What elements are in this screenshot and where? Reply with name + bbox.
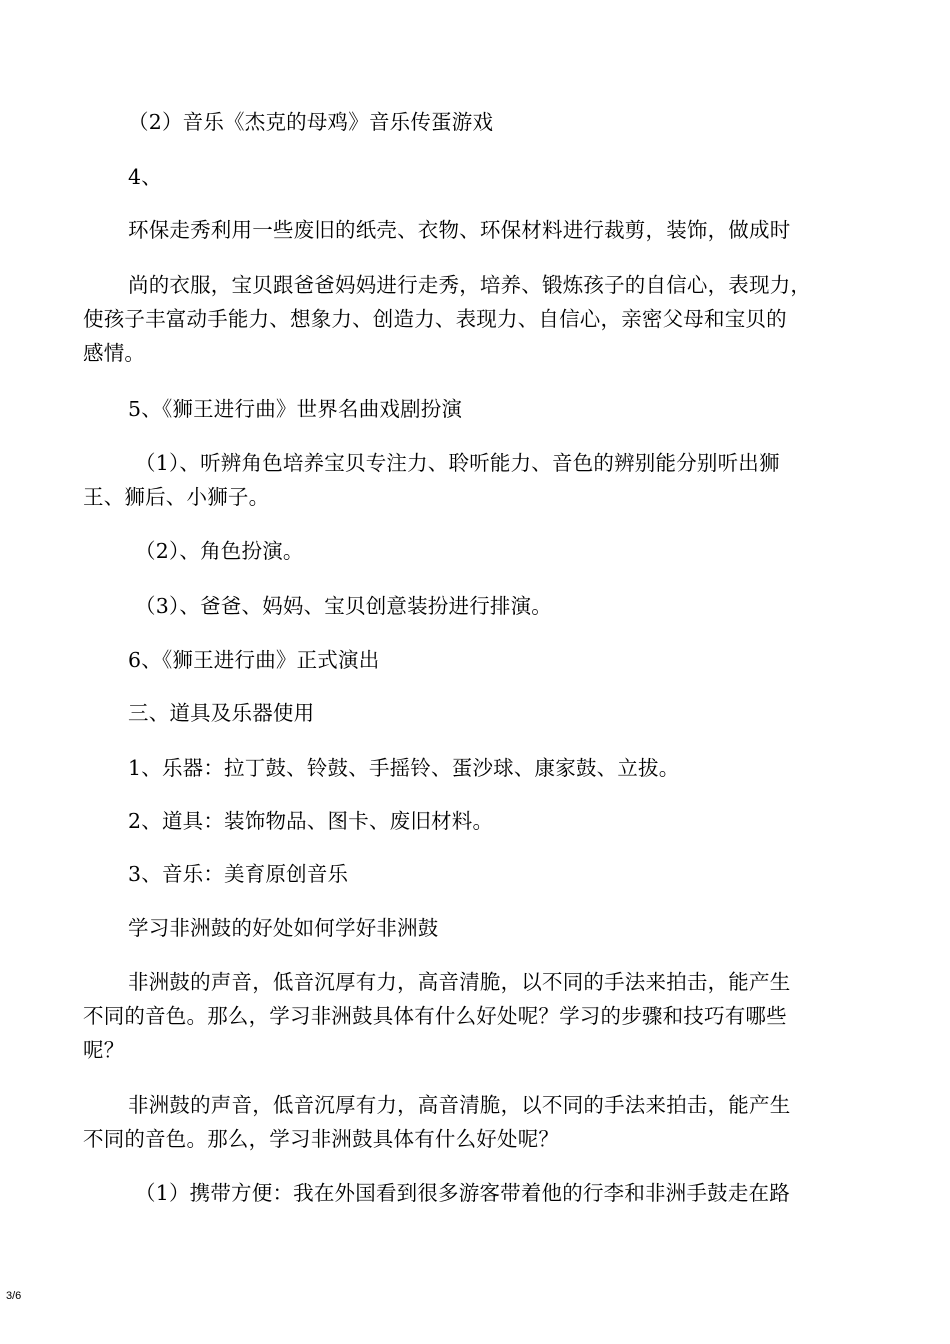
text-line: 王、狮后、小狮子。 [83, 485, 270, 509]
text-line: 不同的音色。那么，学习非洲鼓具体有什么好处呢？ [83, 1127, 560, 1151]
text-line: 3、音乐：美育原创音乐 [128, 862, 349, 886]
paragraph-drum-intro-2 [83, 1088, 855, 1156]
text-line: 学习非洲鼓的好处如何学好非洲鼓 [128, 916, 439, 940]
paragraph-item-5-sub-3 [83, 589, 855, 623]
paragraph-item-4-heading [83, 160, 855, 194]
text-line: 非洲鼓的声音，低音沉厚有力，高音清脆，以不同的手法来拍击，能产生 [128, 1093, 791, 1117]
text-line: 感情。 [83, 341, 146, 365]
article-title [83, 911, 855, 945]
text-line: 不同的音色。那么，学习非洲鼓具体有什么好处呢？学习的步骤和技巧有哪些 [83, 1004, 787, 1028]
paragraph-item-6-heading [83, 643, 855, 677]
paragraph-item-5-sub-2 [83, 534, 855, 568]
page-number: 3/6 [6, 1290, 22, 1302]
paragraph-music [83, 857, 855, 891]
text-line: 尚的衣服，宝贝跟爸爸妈妈进行走秀，培养、锻炼孩子的自信心，表现力， [128, 273, 812, 297]
text-line: 三、道具及乐器使用 [128, 701, 315, 725]
text-line: （2）音乐《杰克的母鸡》音乐传蛋游戏 [128, 110, 494, 134]
paragraph-activity-2 [83, 105, 855, 139]
section-3-heading [83, 696, 855, 730]
text-line: 环保走秀利用一些废旧的纸壳、衣物、环保材料进行裁剪，装饰，做成时 [128, 218, 791, 242]
paragraph-eco-show [83, 213, 855, 247]
paragraph-item-5-sub-1 [83, 446, 855, 514]
paragraph-drum-intro-1 [83, 965, 855, 1067]
text-line: （1）携带方便：我在外国看到很多游客带着他的行李和非洲手鼓走在路 [135, 1181, 790, 1205]
text-line: 6、《狮王进行曲》正式演出 [128, 648, 380, 672]
text-line: 呢？ [83, 1038, 125, 1062]
text-line: 5、《狮王进行曲》世界名曲戏剧扮演 [128, 397, 463, 421]
text-line: （3）、爸爸、妈妈、宝贝创意装扮进行排演。 [135, 594, 552, 618]
text-line: 2、道具：装饰物品、图卡、废旧材料。 [128, 809, 494, 833]
text-line: （1）、听辨角色培养宝贝专注力、聆听能力、音色的辨别能分别听出狮 [135, 451, 780, 475]
text-line: （2）、角色扮演。 [135, 539, 304, 563]
paragraph-eco-show-continued [83, 268, 855, 370]
text-line: 非洲鼓的声音，低音沉厚有力，高音清脆，以不同的手法来拍击，能产生 [128, 970, 791, 994]
paragraph-item-5-heading [83, 392, 855, 426]
text-line: 1、乐器：拉丁鼓、铃鼓、手摇铃、蛋沙球、康家鼓、立拔。 [128, 756, 680, 780]
paragraph-instruments [83, 751, 855, 785]
paragraph-drum-benefit-1 [83, 1176, 855, 1210]
text-line: 使孩子丰富动手能力、想象力、创造力、表现力、自信心，亲密父母和宝贝的 [83, 307, 787, 331]
paragraph-props [83, 804, 855, 838]
text-line: 4、 [128, 165, 162, 189]
